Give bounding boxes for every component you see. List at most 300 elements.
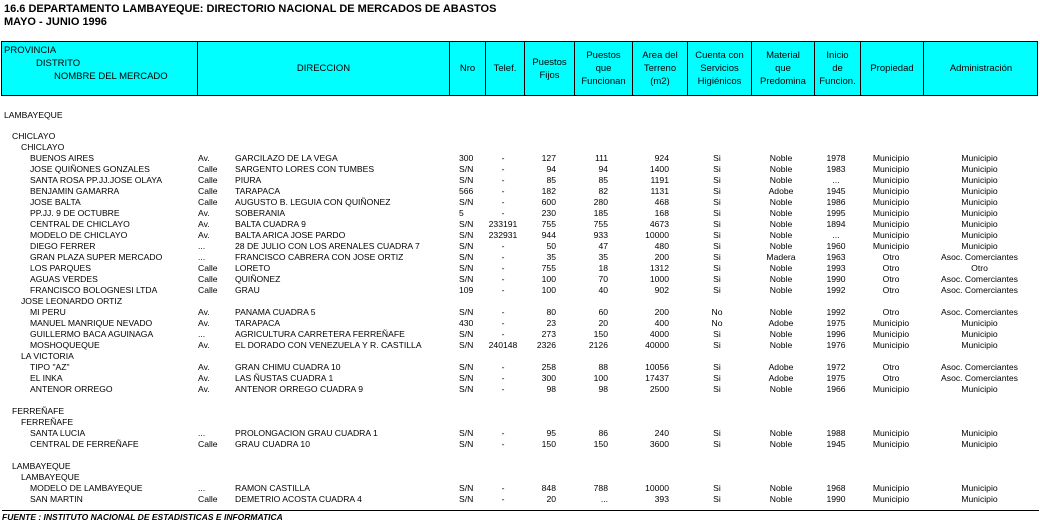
cell-phone: 233191 <box>488 219 518 229</box>
cell-market-name: JOSE QUIÑONES GONZALES <box>30 164 150 174</box>
cell-ownership: Municipio <box>872 494 910 504</box>
cell-material: Noble <box>769 307 793 317</box>
cell-number: S/N <box>459 494 474 504</box>
cell-administration: Municipio <box>961 340 998 350</box>
table-row <box>0 483 1040 494</box>
cell-land-area: 393 <box>654 494 669 504</box>
cell-material: Noble <box>769 329 793 339</box>
cell-administration: Municipio <box>961 153 998 163</box>
cell-stalls-fixed: 273 <box>541 329 556 339</box>
header-puestos-funcionan-1: Puestos <box>586 50 621 61</box>
cell-land-area: 480 <box>654 241 669 251</box>
cell-start-year: ... <box>832 230 840 240</box>
cell-administration: Municipio <box>961 318 998 328</box>
cell-land-area: 200 <box>654 307 669 317</box>
cell-ownership: Municipio <box>872 175 910 185</box>
cell-stalls-working: 755 <box>593 219 608 229</box>
cell-market-name: CENTRAL DE FERREÑAFE <box>30 439 139 449</box>
table-row <box>0 263 1040 274</box>
table-row <box>0 153 1040 164</box>
cell-sanitary-services: Si <box>713 483 721 493</box>
cell-street-type: ... <box>198 483 206 493</box>
header-area-1: Area del <box>642 50 678 61</box>
cell-sanitary-services: Si <box>713 186 721 196</box>
district-label: FERREÑAFE <box>21 417 74 427</box>
cell-material: Noble <box>769 285 793 295</box>
cell-stalls-fixed: 150 <box>541 439 556 449</box>
cell-sanitary-services: Si <box>713 252 721 262</box>
header-puestos-funcionan-col <box>575 42 633 95</box>
header-nro: Nro <box>459 63 476 74</box>
table-row <box>0 219 1040 230</box>
cell-phone: - <box>501 285 505 295</box>
cell-stalls-working: 2126 <box>588 340 608 350</box>
cell-stalls-fixed: 23 <box>546 318 556 328</box>
cell-start-year: 1978 <box>826 153 846 163</box>
header-area-3: (m2) <box>650 76 670 87</box>
cell-stalls-working: 933 <box>593 230 608 240</box>
cell-phone: - <box>501 241 505 251</box>
cell-ownership: Municipio <box>872 483 910 493</box>
cell-sanitary-services: No <box>711 318 723 328</box>
cell-phone: - <box>501 153 505 163</box>
cell-sanitary-services: Si <box>713 153 721 163</box>
header-telef: Telef. <box>493 63 517 74</box>
cell-material: Noble <box>769 494 793 504</box>
cell-start-year: 1990 <box>826 274 846 284</box>
cell-street-type: Calle <box>198 197 218 207</box>
cell-administration: Asoc. Comerciantes <box>941 274 1018 284</box>
cell-sanitary-services: Si <box>713 428 721 438</box>
cell-ownership: Municipio <box>872 153 910 163</box>
table-row <box>0 241 1040 252</box>
table-row <box>0 164 1040 175</box>
cell-number: S/N <box>459 307 474 317</box>
cell-land-area: 168 <box>654 208 669 218</box>
cell-stalls-fixed: 2326 <box>536 340 556 350</box>
cell-street-type: Av. <box>198 373 210 383</box>
cell-land-area: 4673 <box>649 219 669 229</box>
cell-land-area: 4000 <box>649 329 669 339</box>
department-label: LAMBAYEQUE <box>4 110 63 120</box>
cell-stalls-fixed: 127 <box>541 153 556 163</box>
cell-material: Noble <box>769 274 793 284</box>
table-row <box>0 208 1040 219</box>
cell-phone: 232931 <box>488 230 518 240</box>
cell-market-name: FRANCISCO BOLOGNESI LTDA <box>30 285 158 295</box>
header-puestos-fijos-1: Puestos <box>532 56 567 68</box>
cell-stalls-working: 86 <box>598 428 608 438</box>
cell-ownership: Municipio <box>872 208 910 218</box>
cell-address: AGRICULTURA CARRETERA FERREÑAFE <box>235 329 405 339</box>
cell-address: FRANCISCO CABRERA CON JOSE ORTIZ <box>235 252 404 262</box>
cell-start-year: 1894 <box>826 219 846 229</box>
header-servicios-3: Higiénicos <box>697 76 742 87</box>
cell-address: LAS ÑUSTAS CUADRA 1 <box>235 373 334 383</box>
header-inicio-3: Funcion. <box>819 76 856 87</box>
header-puestos-fijos-2: Fijos <box>539 69 560 81</box>
cell-material: Adobe <box>768 186 794 196</box>
cell-stalls-working: 100 <box>593 373 608 383</box>
cell-material: Noble <box>769 483 793 493</box>
cell-land-area: 1312 <box>649 263 669 273</box>
cell-start-year: 1975 <box>826 318 846 328</box>
cell-stalls-working: 82 <box>598 186 608 196</box>
cell-administration: Municipio <box>961 483 998 493</box>
cell-street-type: Av. <box>198 208 210 218</box>
cell-stalls-fixed: 85 <box>546 175 556 185</box>
header-telef-col <box>486 42 525 95</box>
cell-number: S/N <box>459 439 474 449</box>
header-puestos-fijos-col <box>525 42 575 95</box>
cell-address: DEMETRIO ACOSTA CUADRA 4 <box>235 494 362 504</box>
cell-ownership: Municipio <box>872 318 910 328</box>
header-inicio-2: de <box>832 63 843 74</box>
cell-address: TARAPACA <box>235 318 281 328</box>
cell-street-type: ... <box>198 252 206 262</box>
cell-stalls-working: 185 <box>593 208 608 218</box>
cell-phone: - <box>501 307 505 317</box>
cell-address: GRAN CHIMU CUADRA 10 <box>235 362 341 372</box>
cell-market-name: MODELO DE CHICLAYO <box>30 230 128 240</box>
cell-address: PANAMA CUADRA 5 <box>235 307 316 317</box>
header-direccion-col <box>198 42 450 95</box>
cell-material: Noble <box>769 340 793 350</box>
cell-sanitary-services: Si <box>713 439 721 449</box>
cell-land-area: 1131 <box>650 186 669 196</box>
cell-phone: - <box>501 175 505 185</box>
cell-number: 5 <box>459 208 464 218</box>
cell-address: SOBERANIA <box>235 208 286 218</box>
cell-stalls-working: 94 <box>598 164 608 174</box>
cell-number: S/N <box>459 230 474 240</box>
cell-administration: Municipio <box>961 219 998 229</box>
cell-number: S/N <box>459 252 474 262</box>
table-row <box>0 428 1040 439</box>
cell-address: GRAU CUADRA 10 <box>235 439 310 449</box>
cell-material: Noble <box>769 197 793 207</box>
cell-land-area: 10000 <box>645 230 669 240</box>
cell-address: LORETO <box>235 263 271 273</box>
footer-source: FUENTE : INSTITUTO NACIONAL DE ESTADISTICAS E INFORMATICA <box>2 512 283 522</box>
table-row <box>0 230 1040 241</box>
header-provincia: PROVINCIA <box>4 45 57 56</box>
district-label: CHICLAYO <box>21 142 65 152</box>
cell-market-name: BUENOS AIRES <box>30 153 94 163</box>
cell-address: SARGENTO LORES CON TUMBES <box>235 164 375 174</box>
cell-stalls-fixed: 100 <box>541 274 556 284</box>
cell-market-name: MANUEL MANRIQUE NEVADO <box>30 318 153 328</box>
cell-market-name: SANTA LUCIA <box>30 428 86 438</box>
header-material-3: Predomina <box>760 76 806 87</box>
cell-address: QUIÑONEZ <box>235 274 281 284</box>
header-servicios-col <box>688 42 752 95</box>
cell-material: Noble <box>769 208 793 218</box>
cell-administration: Asoc. Comerciantes <box>941 252 1018 262</box>
cell-ownership: Municipio <box>872 329 910 339</box>
district-label: LAMBAYEQUE <box>21 472 80 482</box>
table-header <box>1 41 1038 96</box>
cell-number: S/N <box>459 373 474 383</box>
cell-street-type: Av. <box>198 307 210 317</box>
cell-land-area: 1000 <box>649 274 669 284</box>
cell-stalls-working: 47 <box>598 241 608 251</box>
cell-address: RAMON CASTILLA <box>235 483 310 493</box>
cell-ownership: Otro <box>882 285 900 295</box>
cell-material: Noble <box>769 384 793 394</box>
cell-street-type: Calle <box>198 285 218 295</box>
cell-start-year: 1986 <box>826 197 846 207</box>
cell-stalls-working: 788 <box>593 483 608 493</box>
cell-start-year: 1992 <box>826 307 846 317</box>
cell-market-name: CENTRAL DE CHICLAYO <box>30 219 130 229</box>
cell-address: AUGUSTO B. LEGUIA CON QUIÑONEZ <box>235 197 391 207</box>
header-propiedad: Propiedad <box>870 63 914 74</box>
cell-stalls-working: 280 <box>593 197 608 207</box>
cell-phone: 240148 <box>488 340 518 350</box>
cell-stalls-working: 18 <box>598 263 608 273</box>
cell-stalls-fixed: 755 <box>541 263 556 273</box>
cell-street-type: Calle <box>198 186 218 196</box>
cell-number: S/N <box>459 197 474 207</box>
cell-phone: - <box>501 252 505 262</box>
cell-ownership: Municipio <box>872 428 910 438</box>
cell-start-year: 1992 <box>826 285 846 295</box>
cell-administration: Municipio <box>961 329 998 339</box>
cell-number: S/N <box>459 219 474 229</box>
cell-stalls-working: 150 <box>593 439 608 449</box>
cell-material: Adobe <box>768 318 794 328</box>
table-row <box>0 439 1040 450</box>
header-inicio-1: Inicio <box>826 50 849 61</box>
cell-stalls-working: ... <box>600 494 608 504</box>
table-row <box>0 340 1040 351</box>
cell-market-name: MOSHOQUEQUE <box>30 340 100 350</box>
cell-start-year: 1945 <box>826 439 846 449</box>
table-row <box>0 384 1040 395</box>
cell-material: Adobe <box>768 373 794 383</box>
cell-sanitary-services: Si <box>713 197 721 207</box>
cell-market-name: MODELO DE LAMBAYEQUE <box>30 483 143 493</box>
header-administracion: Administración <box>949 63 1013 74</box>
table-row <box>0 362 1040 373</box>
cell-administration: Municipio <box>961 208 998 218</box>
cell-phone: - <box>501 439 505 449</box>
cell-street-type: Calle <box>198 175 218 185</box>
cell-stalls-fixed: 20 <box>546 494 556 504</box>
cell-start-year: 1976 <box>826 340 846 350</box>
cell-start-year: 1993 <box>826 263 846 273</box>
cell-administration: Municipio <box>961 241 998 251</box>
cell-stalls-working: 40 <box>598 285 608 295</box>
cell-material: Madera <box>766 252 796 262</box>
cell-stalls-fixed: 600 <box>541 197 556 207</box>
cell-street-type: Av. <box>198 340 210 350</box>
cell-land-area: 924 <box>654 153 669 163</box>
cell-street-type: Av. <box>198 219 210 229</box>
cell-number: S/N <box>459 241 474 251</box>
cell-ownership: Otro <box>882 263 900 273</box>
cell-market-name: JOSE BALTA <box>30 197 81 207</box>
cell-material: Noble <box>769 263 793 273</box>
cell-market-name: ANTENOR ORREGO <box>30 384 113 394</box>
cell-phone: - <box>501 362 505 372</box>
cell-stalls-working: 20 <box>598 318 608 328</box>
cell-stalls-fixed: 95 <box>546 428 556 438</box>
cell-land-area: 2500 <box>649 384 669 394</box>
cell-start-year: 1995 <box>826 208 846 218</box>
cell-sanitary-services: Si <box>713 164 721 174</box>
district-label: JOSE LEONARDO ORTIZ <box>21 296 123 306</box>
footer-divider <box>2 510 1039 511</box>
cell-market-name: GUILLERMO BACA AGUINAGA <box>30 329 154 339</box>
cell-administration: Asoc. Comerciantes <box>941 307 1018 317</box>
header-inicio-col <box>815 42 861 95</box>
header-propiedad-col <box>861 42 924 95</box>
cell-stalls-fixed: 98 <box>546 384 556 394</box>
cell-phone: - <box>501 318 505 328</box>
header-material-2: que <box>775 63 791 74</box>
cell-street-type: Av. <box>198 318 210 328</box>
cell-sanitary-services: Si <box>713 263 721 273</box>
header-puestos-funcionan-2: que <box>595 63 612 74</box>
cell-number: 566 <box>459 186 474 196</box>
cell-sanitary-services: Si <box>713 285 721 295</box>
cell-sanitary-services: Si <box>713 362 721 372</box>
cell-stalls-fixed: 300 <box>541 373 556 383</box>
cell-start-year: 1996 <box>826 329 846 339</box>
cell-number: S/N <box>459 362 474 372</box>
cell-phone: - <box>501 494 505 504</box>
cell-stalls-fixed: 848 <box>541 483 556 493</box>
cell-stalls-fixed: 94 <box>546 164 556 174</box>
cell-administration: Municipio <box>961 164 998 174</box>
cell-stalls-working: 70 <box>598 274 608 284</box>
cell-ownership: Otro <box>882 362 900 372</box>
cell-sanitary-services: Si <box>713 340 721 350</box>
cell-sanitary-services: Si <box>713 274 721 284</box>
table-row <box>0 274 1040 285</box>
cell-address: TARAPACA <box>235 186 281 196</box>
header-servicios-2: Servicios <box>700 63 739 74</box>
cell-phone: - <box>501 263 505 273</box>
cell-administration: Asoc. Comerciantes <box>941 373 1018 383</box>
cell-start-year: 1972 <box>826 362 846 372</box>
cell-number: 430 <box>459 318 474 328</box>
cell-number: S/N <box>459 175 474 185</box>
cell-address: GARCILAZO DE LA VEGA <box>235 153 338 163</box>
cell-ownership: Municipio <box>872 384 910 394</box>
cell-stalls-fixed: 35 <box>546 252 556 262</box>
cell-address: 28 DE JULIO CON LOS ARENALES CUADRA 7 <box>235 241 420 251</box>
cell-street-type: Calle <box>198 439 218 449</box>
cell-start-year: 1945 <box>826 186 846 196</box>
cell-number: S/N <box>459 164 474 174</box>
cell-land-area: 902 <box>654 285 669 295</box>
cell-address: BALTA CUADRA 9 <box>235 219 306 229</box>
cell-start-year: 1988 <box>826 428 846 438</box>
cell-land-area: 1191 <box>650 175 669 185</box>
cell-number: 109 <box>459 285 474 295</box>
page-subtitle: MAYO - JUNIO 1996 <box>4 16 107 28</box>
cell-administration: Otro <box>971 263 988 273</box>
cell-phone: - <box>501 329 505 339</box>
cell-start-year: 1960 <box>826 241 846 251</box>
cell-market-name: GRAN PLAZA SUPER MERCADO <box>30 252 163 262</box>
cell-ownership: Municipio <box>872 164 910 174</box>
cell-street-type: Av. <box>198 153 210 163</box>
cell-phone: - <box>501 384 505 394</box>
province-label: FERREÑAFE <box>12 406 65 416</box>
cell-street-type: Calle <box>198 263 218 273</box>
cell-start-year: 1990 <box>826 494 846 504</box>
cell-start-year: 1963 <box>826 252 846 262</box>
header-nombre: NOMBRE DEL MERCADO <box>54 71 168 82</box>
cell-ownership: Municipio <box>872 230 910 240</box>
cell-administration: Municipio <box>961 384 998 394</box>
cell-ownership: Municipio <box>872 439 910 449</box>
cell-material: Noble <box>769 428 793 438</box>
cell-number: S/N <box>459 274 474 284</box>
cell-address: PIURA <box>235 175 262 185</box>
cell-stalls-fixed: 182 <box>541 186 556 196</box>
cell-market-name: EL INKA <box>30 373 63 383</box>
cell-market-name: SANTA ROSA PP.JJ.JOSE OLAYA <box>30 175 163 185</box>
cell-stalls-fixed: 230 <box>541 208 556 218</box>
cell-stalls-working: 98 <box>598 384 608 394</box>
cell-market-name: BENJAMIN GAMARRA <box>30 186 120 196</box>
cell-number: S/N <box>459 329 474 339</box>
header-material-col <box>752 42 815 95</box>
cell-land-area: 40000 <box>645 340 669 350</box>
cell-stalls-working: 85 <box>598 175 608 185</box>
cell-sanitary-services: Si <box>713 241 721 251</box>
cell-phone: - <box>501 186 505 196</box>
cell-land-area: 468 <box>654 197 669 207</box>
cell-ownership: Municipio <box>872 186 910 196</box>
cell-ownership: Municipio <box>872 241 910 251</box>
province-label: CHICLAYO <box>12 131 56 141</box>
cell-number: S/N <box>459 483 474 493</box>
cell-sanitary-services: Si <box>713 494 721 504</box>
cell-address: PROLONGACION GRAU CUADRA 1 <box>235 428 378 438</box>
cell-market-name: AGUAS VERDES <box>30 274 98 284</box>
cell-stalls-fixed: 50 <box>546 241 556 251</box>
cell-sanitary-services: No <box>711 307 723 317</box>
cell-administration: Municipio <box>961 428 998 438</box>
cell-street-type: Calle <box>198 274 218 284</box>
header-area-col <box>633 42 688 95</box>
cell-phone: - <box>501 428 505 438</box>
cell-market-name: LOS PARQUES <box>30 263 91 273</box>
cell-material: Noble <box>769 175 793 185</box>
cell-material: Noble <box>769 153 793 163</box>
header-nro-col <box>450 42 486 95</box>
header-direccion: DIRECCION <box>296 63 351 74</box>
cell-street-type: Av. <box>198 384 210 394</box>
cell-street-type: Av. <box>198 362 210 372</box>
cell-phone: - <box>501 373 505 383</box>
cell-number: S/N <box>459 263 474 273</box>
cell-sanitary-services: Si <box>713 384 721 394</box>
cell-administration: Asoc. Comerciantes <box>941 362 1018 372</box>
cell-ownership: Otro <box>882 252 900 262</box>
header-material-1: Material <box>766 50 800 61</box>
cell-phone: - <box>501 274 505 284</box>
cell-ownership: Otro <box>882 274 900 284</box>
header-area-2: Terreno <box>643 63 677 74</box>
cell-land-area: 10000 <box>645 483 669 493</box>
